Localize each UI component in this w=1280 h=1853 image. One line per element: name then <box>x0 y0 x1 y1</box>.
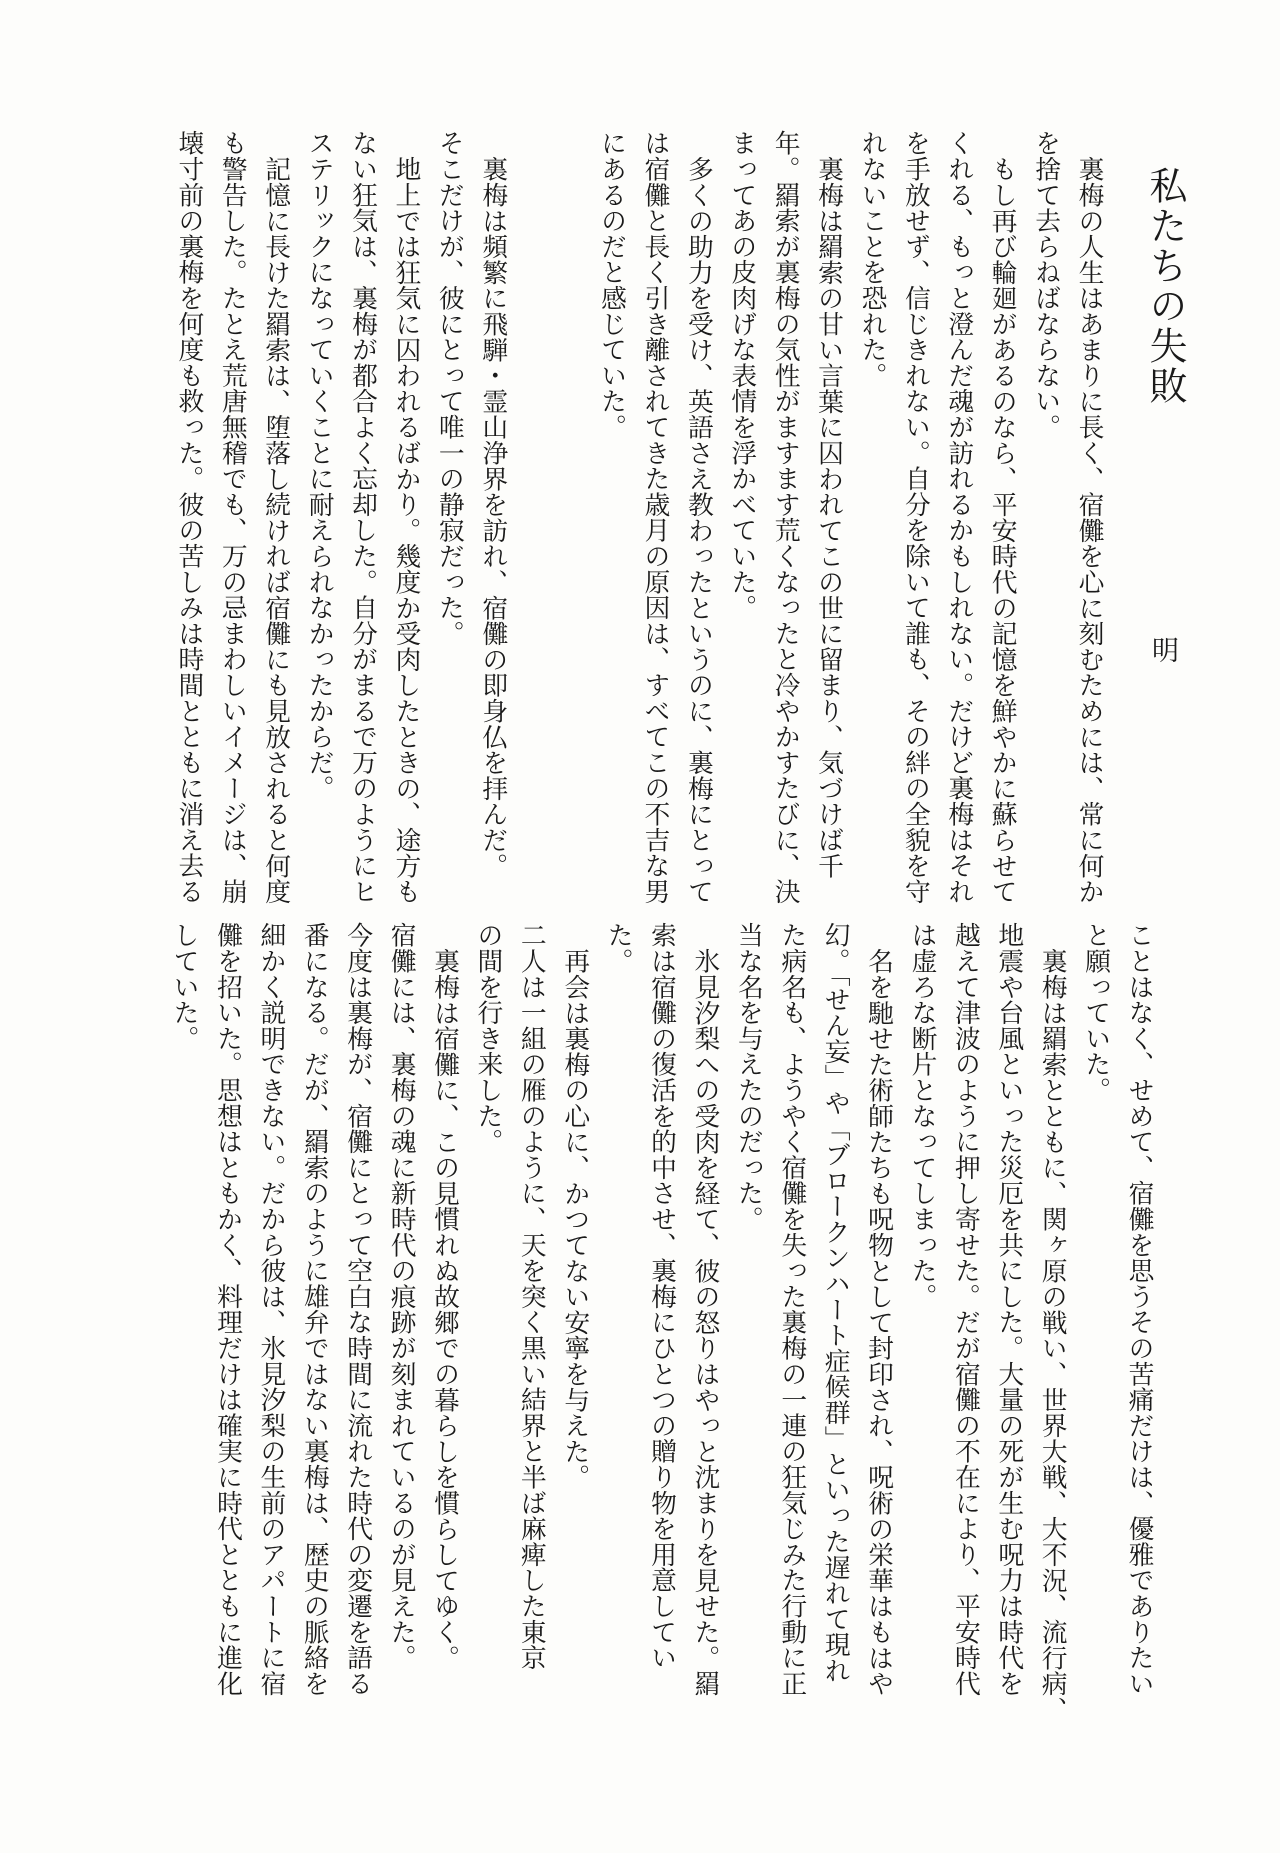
upper-text-block <box>166 130 1110 904</box>
text-line: 氷見汐梨への受肉を経て、彼の怒りはやっと沈まりを見せた。羂 <box>689 947 720 1696</box>
text-line: も警告した。たとえ荒唐無稽でも、万の忌まわしいイメージは、崩 <box>217 130 248 904</box>
text-line: 細かく説明できない。だから彼は、氷見汐梨の生前のアパートに宿 <box>255 922 286 1696</box>
text-line: を捨て去らねばならない。 <box>1030 130 1061 440</box>
text-line: ことはなく、せめて、宿儺を思うその苦痛だけは、優雅でありたい <box>1124 922 1154 1696</box>
text-line: ステリックになっていくことに耐えられなかったからだ。 <box>304 130 335 801</box>
text-line: ない狂気は、裏梅が都合よく忘却した。自分がまるで万のようにヒ <box>347 130 378 904</box>
text-line: の間を行き来した。 <box>472 922 503 1155</box>
text-line: 地上では狂気に囚われるばかり。幾度か受肉したときの、途方も <box>390 155 421 904</box>
text-line: は虚ろな断片となってしまった。 <box>906 922 937 1309</box>
text-line: 越えて津波のように押し寄せた。だが宿儺の不在により、平安時代 <box>950 922 981 1696</box>
text-line: た病名も、ようやく宿儺を失った裏梅の一連の狂気じみた行動に正 <box>776 922 807 1696</box>
text-line: 地震や台風といった災厄を共にした。大量の死が生む呪力は時代を <box>993 922 1024 1696</box>
text-line: 番になる。だが、羂索のように雄弁ではない裏梅は、歴史の脈絡を <box>299 922 330 1696</box>
text-line: そこだけが、彼にとって唯一の静寂だった。 <box>434 130 465 646</box>
text-line: れないことを恐れた。 <box>856 130 887 388</box>
text-line: 裏梅は羂索とともに、関ヶ原の戦い、世界大戦、大不況、流行病、 <box>1037 947 1068 1722</box>
text-line: 年。羂索が裏梅の気性がますます荒くなったと冷やかすたびに、決 <box>770 130 801 904</box>
text-line: 今度は裏梅が、宿儺にとって空白な時間に流れた時代の変遷を語る <box>342 922 373 1696</box>
text-line: していた。 <box>169 922 200 1051</box>
text-line: もし再び輪廻があるのなら、平安時代の記憶を鮮やかに蘇らせて <box>987 155 1018 904</box>
text-line: 名を馳せた術師たちも呪物として封印され、呪術の栄華はもはや <box>863 947 894 1696</box>
text-line: 裏梅は羂索の甘い言葉に囚われてこの世に留まり、気づけば千 <box>813 155 844 879</box>
text-line: 幻。「せん妄」や「ブロークンハート症候群」といった遅れて現れ <box>820 922 851 1684</box>
text-line: を手放せず、信じきれない。自分を除いて誰も、その絆の全貌を守 <box>900 130 931 904</box>
text-line: 記憶に長けた羂索は、堕落し続ければ宿儺にも見放されると何度 <box>260 155 291 904</box>
text-line: 裏梅の人生はあまりに長く、宿儺を心に刻むためには、常に何か <box>1074 155 1104 904</box>
text-line: と願っていた。 <box>1080 922 1111 1103</box>
text-line: まってあの皮肉げな表情を浮かべていた。 <box>726 130 757 621</box>
text-line: 宿儺には、裏梅の魂に新時代の痕跡が刻まれているのが見えた。 <box>386 922 417 1671</box>
text-line: くれる、もっと澄んだ魂が訪れるかもしれない。だけど裏梅はそれ <box>943 130 974 904</box>
text-line: 索は宿儺の復活を的中させ、裏梅にひとつの贈り物を用意してい <box>646 922 677 1671</box>
text-line: は宿儺と長く引き離されてきた歳月の原因は、すべてこの不吉な男 <box>639 130 670 904</box>
text-line: 裏梅は宿儺に、この見慣れぬ故郷での暮らしを慣らしてゆく。 <box>429 947 460 1671</box>
text-line: 当な名を与えたのだった。 <box>733 922 764 1232</box>
text-line: 儺を招いた。思想はともかく、料理だけは確実に時代とともに進化 <box>212 922 243 1696</box>
text-line: 二人は一組の雁のように、天を突く黒い結界と半ば麻痺した東京 <box>516 922 547 1671</box>
text-line: た。 <box>603 922 634 974</box>
text-line: 裏梅は頻繁に飛騨・霊山浄界を訪れ、宿儺の即身仏を拝んだ。 <box>477 155 508 879</box>
author-name: 明 <box>1147 636 1178 663</box>
paragraph-gap <box>546 130 589 900</box>
text-line: にあるのだと感じていた。 <box>596 130 627 440</box>
essay-title: 私たちの失敗 <box>1143 166 1187 406</box>
lower-text-block <box>162 922 1160 1722</box>
text-line: 壊寸前の裏梅を何度も救った。彼の苦しみは時間とともに消え去る <box>173 130 204 904</box>
text-line: 多くの助力を受け、英語さえ教わったというのに、裏梅にとって <box>683 155 714 904</box>
text-line: 再会は裏梅の心に、かつてない安寧を与えた。 <box>559 947 590 1490</box>
